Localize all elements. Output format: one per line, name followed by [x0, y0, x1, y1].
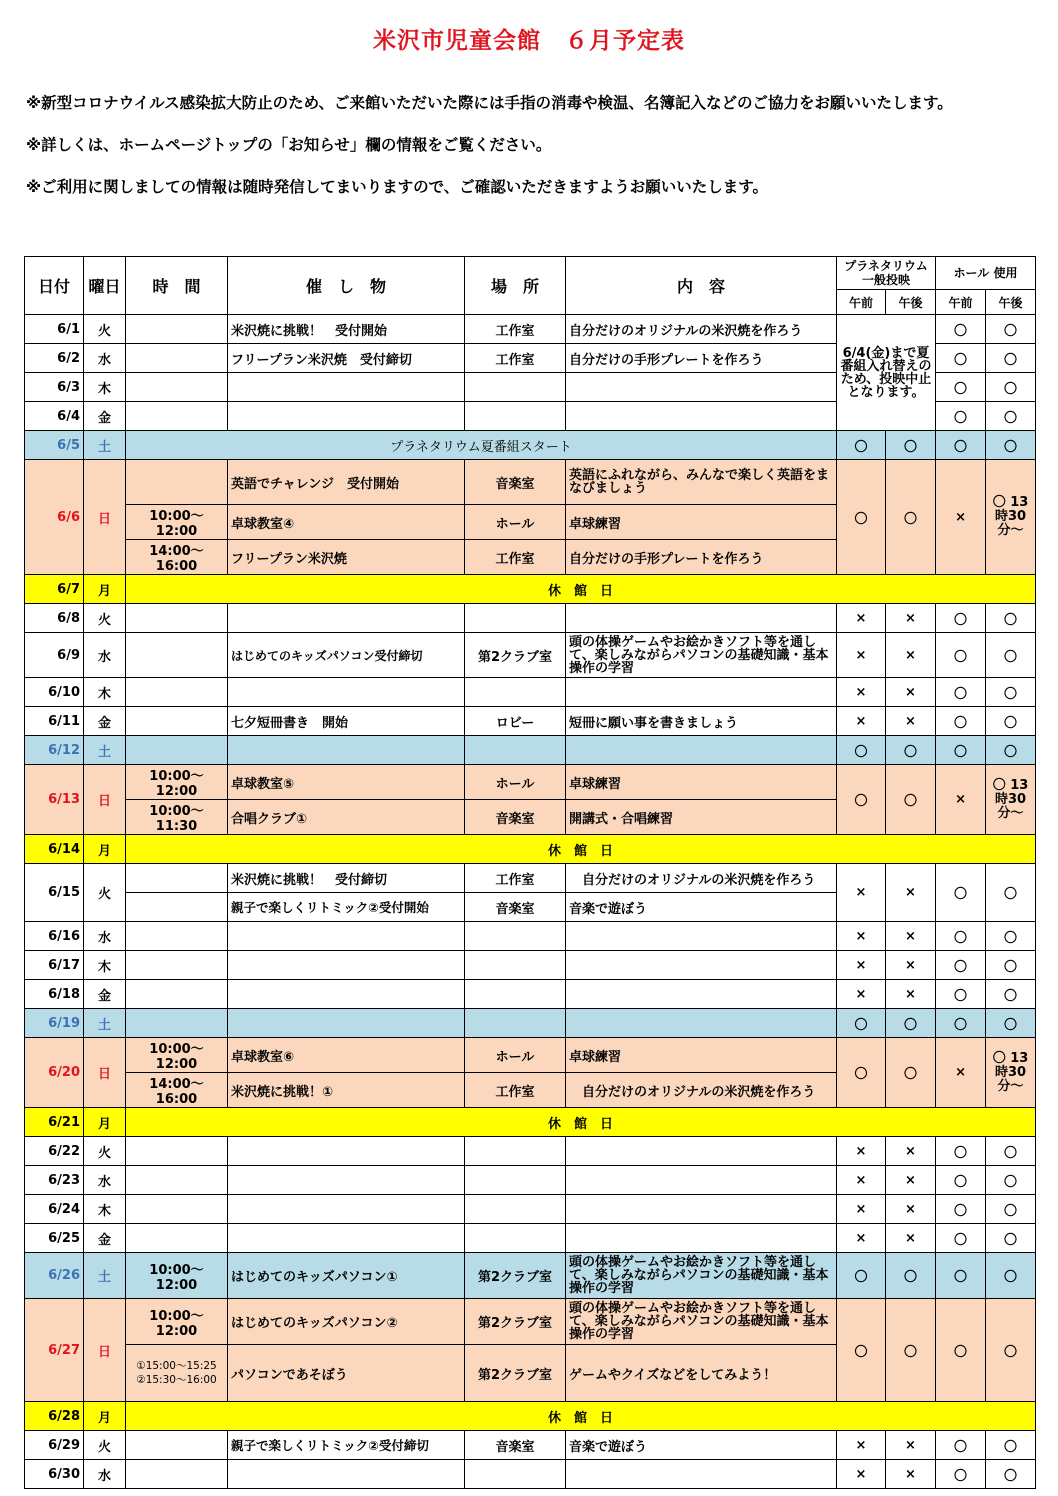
- planetarium-am: ×: [837, 864, 886, 922]
- planetarium-pm: 〇: [886, 460, 936, 575]
- row-place: ホール: [465, 505, 566, 540]
- row-event: 英語でチャレンジ 受付開始: [228, 460, 465, 505]
- row-weekday: 火: [84, 315, 126, 344]
- table-row: [25, 1166, 1036, 1195]
- hall-pm: 〇: [986, 402, 1036, 431]
- row-date: 6/28: [25, 1402, 84, 1431]
- row-weekday: 水: [84, 344, 126, 373]
- hall-pm: 〇: [986, 1166, 1036, 1195]
- row-content: 自分だけのオリジナルの米沢焼を作ろう: [566, 1073, 837, 1108]
- hall-pm-note: 〇 13時30分～: [986, 765, 1036, 835]
- table-row: [25, 922, 1036, 951]
- header-planetarium: プラネタリウム 一般投映: [837, 257, 936, 290]
- row-content: 音楽で遊ぼう: [566, 1431, 837, 1460]
- table-row: [25, 1253, 1036, 1299]
- hall-am: 〇: [936, 604, 986, 633]
- hall-pm: 〇: [986, 604, 1036, 633]
- row-weekday: 月: [84, 1402, 126, 1431]
- hall-am: 〇: [936, 344, 986, 373]
- row-event: はじめてのキッズパソコン受付締切: [228, 633, 465, 678]
- closed-label: 休 館 日: [126, 575, 1036, 604]
- planetarium-am: ×: [837, 633, 886, 678]
- planetarium-pm: ×: [886, 633, 936, 678]
- hall-am: 〇: [936, 980, 986, 1009]
- hall-am: 〇: [936, 1009, 986, 1038]
- row-event: パソコンであそぼう: [228, 1345, 465, 1402]
- row-event: 卓球教室⑥: [228, 1038, 465, 1073]
- row-content: 自分だけのオリジナルの米沢焼を作ろう: [566, 315, 837, 344]
- table-row: [25, 1108, 1036, 1137]
- hall-am: 〇: [936, 1137, 986, 1166]
- hall-am: 〇: [936, 1431, 986, 1460]
- table-row: [25, 604, 1036, 633]
- hall-pm: 〇: [986, 1299, 1036, 1402]
- table-row: [25, 1224, 1036, 1253]
- row-place: 第2クラブ室: [465, 1253, 566, 1299]
- row-date: 6/17: [25, 951, 84, 980]
- row-weekday: 日: [84, 1038, 126, 1108]
- row-content: ゲームやクイズなどをしてみよう！: [566, 1345, 837, 1402]
- planetarium-pm: 〇: [886, 765, 936, 835]
- row-date: 6/19: [25, 1009, 84, 1038]
- hall-pm: 〇: [986, 736, 1036, 765]
- hall-am: 〇: [936, 431, 986, 460]
- row-event: 米沢焼に挑戦！ 受付締切: [228, 864, 465, 893]
- table-row: [25, 1431, 1036, 1460]
- planetarium-pm: 〇: [886, 1038, 936, 1108]
- hall-am: 〇: [936, 373, 986, 402]
- planetarium-pm: ×: [886, 1137, 936, 1166]
- table-row: [25, 1137, 1036, 1166]
- closed-label: 休 館 日: [126, 1108, 1036, 1137]
- planetarium-pm: 〇: [886, 736, 936, 765]
- row-event: 卓球教室④: [228, 505, 465, 540]
- row-date: 6/26: [25, 1253, 84, 1299]
- row-time: 10:00～11:30: [126, 800, 228, 835]
- row-time: [126, 1345, 228, 1402]
- row-event: 米沢焼に挑戦！ 受付開始: [228, 315, 465, 344]
- row-date: 6/20: [25, 1038, 84, 1108]
- planetarium-pm: 〇: [886, 1253, 936, 1299]
- row-event: フリープラン米沢焼: [228, 540, 465, 575]
- planetarium-am: ×: [837, 1224, 886, 1253]
- planetarium-note: 6/4(金)まで夏番組入れ替えのため、投映中止となります。: [837, 315, 936, 431]
- planetarium-am: ×: [837, 980, 886, 1009]
- row-weekday: 水: [84, 922, 126, 951]
- row-weekday: 日: [84, 765, 126, 835]
- hall-am: 〇: [936, 678, 986, 707]
- row-date: 6/8: [25, 604, 84, 633]
- row-weekday: 木: [84, 1195, 126, 1224]
- row-date: 6/11: [25, 707, 84, 736]
- row-content: 自分だけの手形プレートを作ろう: [566, 344, 837, 373]
- hall-pm: 〇: [986, 1253, 1036, 1299]
- notice-homepage: ※詳しくは、ホームページトップの「お知らせ」欄の情報をご覧ください。: [26, 136, 552, 154]
- row-event: 親子で楽しくリトミック②受付開始: [228, 893, 465, 922]
- row-time: [126, 315, 228, 344]
- row-event: 米沢焼に挑戦！①: [228, 1073, 465, 1108]
- row-event: 卓球教室⑤: [228, 765, 465, 800]
- row-weekday: 火: [84, 864, 126, 922]
- hall-am: 〇: [936, 736, 986, 765]
- hall-pm: 〇: [986, 1224, 1036, 1253]
- row-weekday: 火: [84, 604, 126, 633]
- planetarium-am: 〇: [837, 431, 886, 460]
- row-date: 6/15: [25, 864, 84, 922]
- row-weekday: 土: [84, 431, 126, 460]
- hall-am: 〇: [936, 1224, 986, 1253]
- hall-pm: 〇: [986, 1009, 1036, 1038]
- table-row: [25, 315, 1036, 344]
- planetarium-pm: ×: [886, 707, 936, 736]
- row-date: 6/2: [25, 344, 84, 373]
- row-date: 6/9: [25, 633, 84, 678]
- header-hall-pm: 午後: [986, 290, 1036, 315]
- row-event: 親子で楽しくリトミック②受付締切: [228, 1431, 465, 1460]
- planetarium-am: 〇: [837, 765, 886, 835]
- planetarium-pm: ×: [886, 1166, 936, 1195]
- table-row: [25, 1038, 1036, 1073]
- row-date: 6/22: [25, 1137, 84, 1166]
- hall-am: 〇: [936, 402, 986, 431]
- row-time-2: ②15:30～16:00: [136, 1374, 217, 1386]
- row-date: 6/1: [25, 315, 84, 344]
- hall-am: ×: [936, 765, 986, 835]
- row-time: [126, 344, 228, 373]
- row-content: 卓球練習: [566, 1038, 837, 1073]
- planetarium-pm: ×: [886, 951, 936, 980]
- row-event: はじめてのキッズパソコン①: [228, 1253, 465, 1299]
- row-weekday: 金: [84, 402, 126, 431]
- schedule-table: [24, 256, 1036, 1489]
- table-row: [25, 707, 1036, 736]
- row-place: 工作室: [465, 864, 566, 893]
- hall-pm: 〇: [986, 864, 1036, 922]
- row-weekday: 金: [84, 1224, 126, 1253]
- planetarium-pm: ×: [886, 604, 936, 633]
- row-weekday: 火: [84, 1137, 126, 1166]
- row-place: 音楽室: [465, 800, 566, 835]
- row-weekday: 日: [84, 1299, 126, 1402]
- header-content: 内 容: [566, 257, 837, 315]
- row-time: 10:00～12:00: [126, 1253, 228, 1299]
- hall-am: 〇: [936, 1195, 986, 1224]
- planetarium-pm: 〇: [886, 431, 936, 460]
- row-weekday: 土: [84, 1253, 126, 1299]
- planetarium-pm: ×: [886, 864, 936, 922]
- row-place: 工作室: [465, 540, 566, 575]
- row-date: 6/12: [25, 736, 84, 765]
- planetarium-am: 〇: [837, 1253, 886, 1299]
- row-content: 自分だけのオリジナルの米沢焼を作ろう: [566, 864, 837, 893]
- hall-am: 〇: [936, 707, 986, 736]
- hall-pm-note: 〇 13時30分～: [986, 460, 1036, 575]
- row-place: 第2クラブ室: [465, 633, 566, 678]
- header-hall-am: 午前: [936, 290, 986, 315]
- row-place: 工作室: [465, 315, 566, 344]
- row-content: 頭の体操ゲームやお絵かきソフト等を通して、楽しみながらパソコンの基礎知識・基本操作の学習: [566, 633, 837, 678]
- table-row: [25, 1195, 1036, 1224]
- notice-updates: ※ご利用に関しましての情報は随時発信してまいりますので、ご確認いただきますようお願いいたします。: [26, 178, 769, 196]
- row-weekday: 月: [84, 1108, 126, 1137]
- header-place: 場 所: [465, 257, 566, 315]
- row-time: [126, 460, 228, 505]
- hall-pm: 〇: [986, 707, 1036, 736]
- planetarium-start: プラネタリウム夏番組スタート: [126, 431, 837, 460]
- planetarium-pm: ×: [886, 1431, 936, 1460]
- hall-am: 〇: [936, 315, 986, 344]
- planetarium-am: 〇: [837, 1009, 886, 1038]
- notices: [26, 94, 1034, 220]
- planetarium-am: ×: [837, 922, 886, 951]
- planetarium-am: ×: [837, 1137, 886, 1166]
- hall-pm: 〇: [986, 678, 1036, 707]
- hall-pm: 〇: [986, 1431, 1036, 1460]
- table-row: [25, 980, 1036, 1009]
- planetarium-pm: ×: [886, 922, 936, 951]
- table-row: [25, 1009, 1036, 1038]
- row-weekday: 土: [84, 736, 126, 765]
- row-content: 英語にふれながら、みんなで楽しく英語をまなびましょう: [566, 460, 837, 505]
- hall-am: ×: [936, 460, 986, 575]
- table-row: [25, 460, 1036, 505]
- hall-pm: 〇: [986, 980, 1036, 1009]
- row-date: 6/10: [25, 678, 84, 707]
- planetarium-am: ×: [837, 678, 886, 707]
- row-date: 6/27: [25, 1299, 84, 1402]
- hall-pm: 〇: [986, 373, 1036, 402]
- planetarium-am: ×: [837, 951, 886, 980]
- row-place: ホール: [465, 765, 566, 800]
- row-time: 14:00～16:00: [126, 1073, 228, 1108]
- hall-pm: 〇: [986, 1460, 1036, 1489]
- row-date: 6/16: [25, 922, 84, 951]
- row-weekday: 金: [84, 707, 126, 736]
- hall-am: 〇: [936, 1253, 986, 1299]
- hall-am: 〇: [936, 1166, 986, 1195]
- row-weekday: 木: [84, 373, 126, 402]
- row-date: 6/6: [25, 460, 84, 575]
- row-place: 音楽室: [465, 1431, 566, 1460]
- table-row: [25, 1299, 1036, 1345]
- row-event: フリープラン米沢焼 受付締切: [228, 344, 465, 373]
- planetarium-am: ×: [837, 1431, 886, 1460]
- row-time: 10:00～12:00: [126, 1038, 228, 1073]
- row-content: 卓球練習: [566, 505, 837, 540]
- header-date: 日付: [25, 257, 84, 315]
- row-weekday: 水: [84, 633, 126, 678]
- row-date: 6/3: [25, 373, 84, 402]
- row-date: 6/4: [25, 402, 84, 431]
- row-time-1: ①15:00～15:25: [136, 1360, 217, 1372]
- hall-am: 〇: [936, 951, 986, 980]
- hall-pm: 〇: [986, 344, 1036, 373]
- planetarium-pm: ×: [886, 980, 936, 1009]
- row-content: 頭の体操ゲームやお絵かきソフト等を通して、楽しみながらパソコンの基礎知識・基本操作の学習: [566, 1253, 837, 1299]
- row-content: 音楽で遊ぼう: [566, 893, 837, 922]
- planetarium-am: ×: [837, 1460, 886, 1489]
- planetarium-pm: ×: [886, 1195, 936, 1224]
- row-place: 音楽室: [465, 460, 566, 505]
- planetarium-am: 〇: [837, 460, 886, 575]
- row-content: 短冊に願い事を書きましょう: [566, 707, 837, 736]
- header-weekday: 曜日: [84, 257, 126, 315]
- planetarium-pm: ×: [886, 1460, 936, 1489]
- row-weekday: 水: [84, 1166, 126, 1195]
- row-event: 七夕短冊書き 開始: [228, 707, 465, 736]
- row-date: 6/14: [25, 835, 84, 864]
- row-weekday: 土: [84, 1009, 126, 1038]
- header-planetarium-am: 午前: [837, 290, 886, 315]
- row-time: 10:00～12:00: [126, 765, 228, 800]
- hall-pm: 〇: [986, 431, 1036, 460]
- hall-pm: 〇: [986, 633, 1036, 678]
- row-time: 10:00～12:00: [126, 505, 228, 540]
- row-date: 6/29: [25, 1431, 84, 1460]
- row-event: はじめてのキッズパソコン②: [228, 1299, 465, 1345]
- header-event: 催 し 物: [228, 257, 465, 315]
- planetarium-am: ×: [837, 1195, 886, 1224]
- hall-am: 〇: [936, 1460, 986, 1489]
- table-row: [25, 1402, 1036, 1431]
- row-place: 工作室: [465, 344, 566, 373]
- hall-pm: 〇: [986, 951, 1036, 980]
- row-weekday: 木: [84, 678, 126, 707]
- row-place: 音楽室: [465, 893, 566, 922]
- header-planetarium-pm: 午後: [886, 290, 936, 315]
- header-time: 時 間: [126, 257, 228, 315]
- row-time: 14:00～16:00: [126, 540, 228, 575]
- row-place: ロビー: [465, 707, 566, 736]
- row-date: 6/5: [25, 431, 84, 460]
- planetarium-pm: 〇: [886, 1009, 936, 1038]
- row-place: 第2クラブ室: [465, 1299, 566, 1345]
- row-place: 第2クラブ室: [465, 1345, 566, 1402]
- hall-pm: 〇: [986, 1195, 1036, 1224]
- header-hall: ホール 使用: [936, 257, 1036, 290]
- row-date: 6/23: [25, 1166, 84, 1195]
- table-row: [25, 765, 1036, 800]
- table-row: [25, 864, 1036, 893]
- table-row: [25, 951, 1036, 980]
- closed-label: 休 館 日: [126, 835, 1036, 864]
- planetarium-am: 〇: [837, 1299, 886, 1402]
- hall-pm: 〇: [986, 1137, 1036, 1166]
- row-content: 開講式・合唱練習: [566, 800, 837, 835]
- planetarium-am: 〇: [837, 1038, 886, 1108]
- row-date: 6/7: [25, 575, 84, 604]
- table-row: [25, 431, 1036, 460]
- row-date: 6/30: [25, 1460, 84, 1489]
- notice-covid: ※新型コロナウイルス感染拡大防止のため、ご来館いただいた際には手指の消毒や検温、名簿記入などのご協力をお願いいたします。: [26, 94, 953, 112]
- row-weekday: 水: [84, 1460, 126, 1489]
- row-weekday: 火: [84, 1431, 126, 1460]
- row-time: 10:00～12:00: [126, 1299, 228, 1345]
- hall-am: ×: [936, 1038, 986, 1108]
- closed-label: 休 館 日: [126, 1402, 1036, 1431]
- planetarium-am: ×: [837, 1166, 886, 1195]
- row-date: 6/21: [25, 1108, 84, 1137]
- hall-pm-note: 〇 13時30分～: [986, 1038, 1036, 1108]
- planetarium-am: 〇: [837, 736, 886, 765]
- planetarium-am: ×: [837, 707, 886, 736]
- row-content: 頭の体操ゲームやお絵かきソフト等を通して、楽しみながらパソコンの基礎知識・基本操作の学習: [566, 1299, 837, 1345]
- hall-am: 〇: [936, 864, 986, 922]
- table-row: [25, 678, 1036, 707]
- hall-am: 〇: [936, 922, 986, 951]
- hall-am: 〇: [936, 633, 986, 678]
- table-row: [25, 1460, 1036, 1489]
- row-date: 6/18: [25, 980, 84, 1009]
- row-content: 自分だけの手形プレートを作ろう: [566, 540, 837, 575]
- row-date: 6/24: [25, 1195, 84, 1224]
- planetarium-pm: ×: [886, 1224, 936, 1253]
- hall-pm: 〇: [986, 315, 1036, 344]
- row-place: ホール: [465, 1038, 566, 1073]
- planetarium-am: ×: [837, 604, 886, 633]
- table-row: [25, 835, 1036, 864]
- row-weekday: 月: [84, 575, 126, 604]
- row-weekday: 月: [84, 835, 126, 864]
- hall-pm: 〇: [986, 922, 1036, 951]
- row-weekday: 日: [84, 460, 126, 575]
- row-weekday: 金: [84, 980, 126, 1009]
- table-row: [25, 633, 1036, 678]
- table-row: [25, 575, 1036, 604]
- row-date: 6/13: [25, 765, 84, 835]
- table-row: [25, 736, 1036, 765]
- planetarium-pm: 〇: [886, 1299, 936, 1402]
- row-event: 合唱クラブ①: [228, 800, 465, 835]
- planetarium-pm: ×: [886, 678, 936, 707]
- row-date: 6/25: [25, 1224, 84, 1253]
- row-place: 工作室: [465, 1073, 566, 1108]
- hall-am: 〇: [936, 1299, 986, 1402]
- page-title: 米沢市児童会館 ６月予定表: [373, 28, 685, 54]
- row-content: 卓球練習: [566, 765, 837, 800]
- row-weekday: 木: [84, 951, 126, 980]
